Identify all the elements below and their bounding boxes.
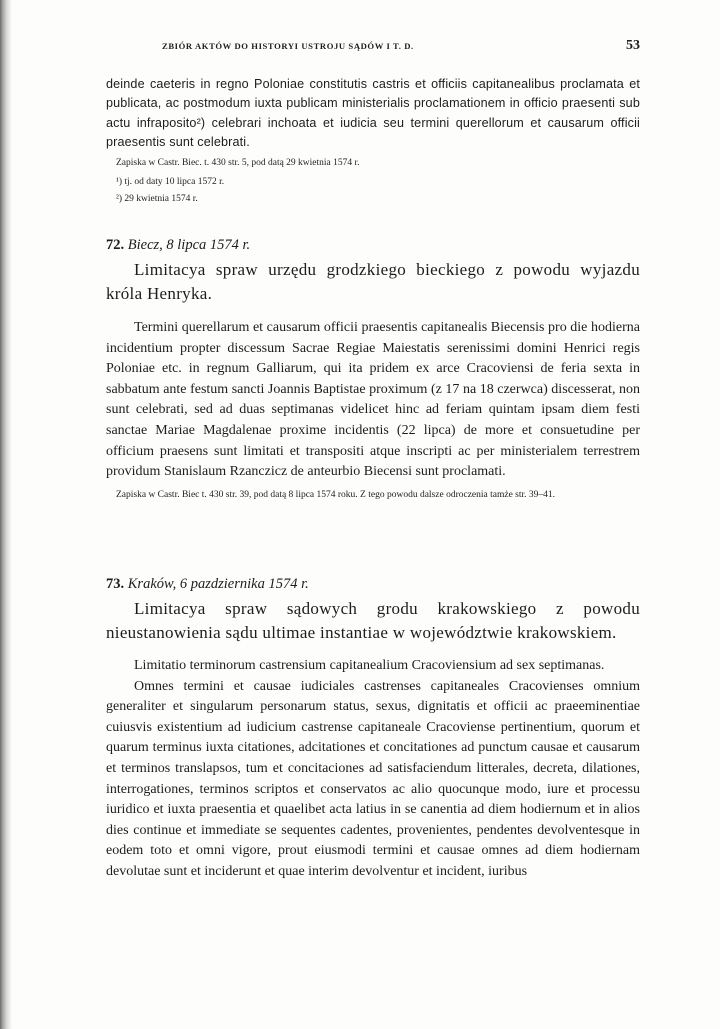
- entry-73: [106, 573, 640, 883]
- running-head: ZBIÓR AKTÓW DO HISTORYI USTROJU SĄDÓW I T. D.: [162, 41, 414, 51]
- source-citation: Zapiska w Castr. Biec. t. 430 str. 5, pod datą 29 kwietnia 1574 r.: [116, 157, 360, 168]
- entry-place-date: Kraków, 6 pazdziernika 1574 r.: [127, 576, 309, 592]
- entry-text: Termini querellarum et causarum officii praesentis capitanealis Biecensis pro die hodierna incidentium propter discessum Sacrae Regiae Maiestatis serenissimi domini Henrici regis Poloniae etc. in regnum Galliarum, qui ita pridem ex arce Cracoviensi de feria sexta in sabbatum ante festum sancti Joannis Baptistae proximum (z 17 na 18 czerwca) discesserat, non sunt celebrati, sed ad duas septimanas videlicet hinc ad feriam quintam ipsam diem festi sanctae Mariae Magdalenae proxime incidentis (22 lipca) de more et consuetudine per officium praesens sunt limitati et transpositi atque inscripti ac per ministerialem terrestrem providum Stanislaum Rzanczicz de anteurbio Biecensi sunt proclamati.: [106, 320, 640, 480]
- source-citation: Zapiska w Castr. Biec t. 430 str. 39, pod datą 8 lipca 1574 roku. Z tego powodu dalsze odroczenia tamże str. 39–41.: [116, 489, 556, 500]
- entry-place-date: Biecz, 8 lipca 1574 r.: [127, 237, 251, 253]
- entry-heading: [106, 573, 640, 595]
- page-header: [106, 38, 640, 58]
- entry-number: 72.: [106, 237, 125, 253]
- continuation-text: deinde caeteris in regno Poloniae constitutis castris et officiis capitanealibus proclamata et publicata, ac postmodum iuxta publicam ministerialis proclamationem in officio praesenti sub actu infraposito²) celebrari inchoata et iudicia seu termini querellorum et causarum officii praesentis sunt celebrati.: [106, 77, 640, 150]
- footnote-2: ²) 29 kwietnia 1574 r.: [116, 194, 198, 205]
- page-number: 53: [626, 38, 640, 53]
- entry-text: Omnes termini et causae iudiciales castrenses capitaneales Cracovienses omnium generaliter et singularum personarum status, sexus, dignitatis et officii ac praeeminentiae cuiusvis existentium ad iudicium castrense capitaneale Cracoviense pertinentium, quorum et quarum terminus iuxta citationes, adcitationes et concitationes ad punctum causae et causarum et terminos translapsos, tum et concitaciones ad satisfaciendum litterales, decreta, dilationes, interrogationes, terminos scriptos et conservatos ac alio quocunque modo, iure et processu iuridico et iuxta praesentia et quaelibet acta latius in se canentia ad diem hodiernum et in alios dies continue et immediate se sequentes cadentes, provenientes, pendentes devolventesque in eodem toto et omni vigore, prout eiusmodi termini et causae omnes ad diem hodiernam devolutae sunt et inciderunt et quae interim devolventur et incident, iuribus: [106, 678, 640, 879]
- entry-title: Limitacya spraw urzędu grodzkiego bieckiego z powodu wyjazdu króla Henryka.: [106, 260, 640, 303]
- footnote-1: ¹) tj. od daty 10 lipca 1572 r.: [116, 176, 225, 187]
- entry-title: Limitacya spraw sądowych grodu krakowskiego z powodu nieustanowienia sądu ultimae instantiae w województwie krakowskiem.: [106, 599, 640, 642]
- entry-72: [106, 234, 640, 503]
- continued-document: [106, 75, 640, 208]
- entry-rubric: Limitatio terminorum castrensium capitanealium Cracoviensium ad sex septimanas.: [134, 658, 605, 673]
- scan-binding-edge: [0, 0, 12, 1029]
- entry-heading: [106, 234, 640, 256]
- entry-number: 73.: [106, 576, 125, 592]
